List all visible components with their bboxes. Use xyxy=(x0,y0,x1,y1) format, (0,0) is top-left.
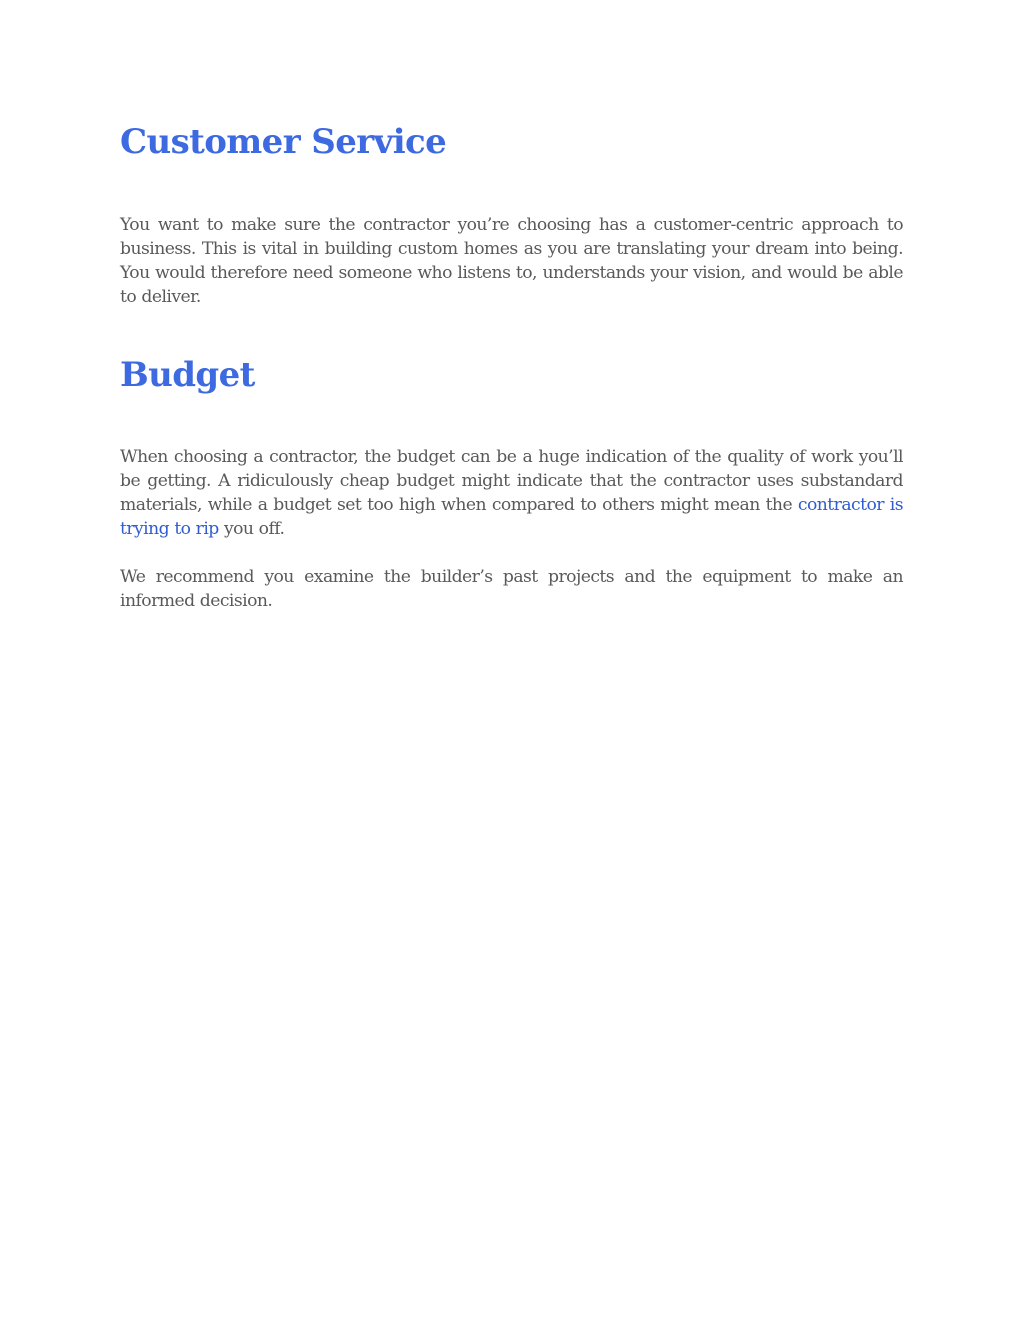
section-heading-budget: Budget xyxy=(120,355,255,395)
customer-service-paragraph: You want to make sure the contractor you’re choosing has a customer-centric approach to business. This is vital in building custom homes as you are translating your dream into being. You would therefore need someone who listens to, understands your vision, and would be able to deliver. xyxy=(120,215,903,307)
budget-paragraph-1 xyxy=(120,445,903,541)
contractor-rip-off-link[interactable]: contractor is trying to rip xyxy=(120,495,903,539)
budget-paragraph-2: We recommend you examine the builder’s past projects and the equipment to make an informed decision. xyxy=(120,567,903,611)
section-heading-customer-service: Customer Service xyxy=(120,122,447,162)
budget-paragraph-1-text-end: you off. xyxy=(218,519,285,539)
budget-paragraph-1-text-start: When choosing a contractor, the budget can be a huge indication of the quality of work you’ll be getting. A ridiculously cheap budget might indicate that the contractor uses substandard materials, while a budget set too high when compared to others might mean the xyxy=(120,447,903,515)
